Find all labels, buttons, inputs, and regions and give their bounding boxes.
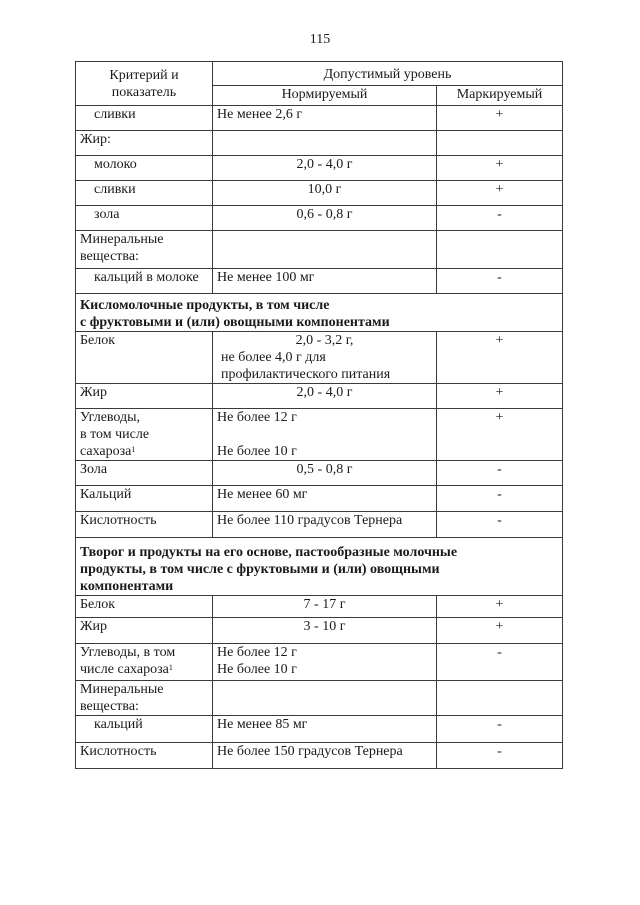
value-line: не более 4,0 г для — [221, 350, 326, 365]
criterion-cell — [76, 409, 213, 461]
criterion-cell: Кислотность — [76, 512, 213, 538]
criterion-cell: сливки — [76, 181, 213, 206]
criterion-cell: кальций в молоке — [76, 269, 213, 294]
section-title-line: Творог и продукты на его основе, пастообразные молочные — [80, 545, 458, 560]
header-allowed-level: Допустимый уровень — [213, 62, 563, 86]
criterion-line: Углеводы, — [80, 410, 141, 425]
mark-cell: + — [437, 106, 563, 131]
table-row — [76, 716, 563, 743]
mark-cell: + — [437, 596, 563, 618]
table-row — [76, 131, 563, 156]
footnote-marker: 1 — [168, 663, 173, 672]
mark-cell: - — [437, 644, 563, 681]
value-cell: Не менее 85 мг — [213, 716, 437, 743]
value-line: Не более 12 г — [217, 645, 297, 660]
mark-cell — [437, 681, 563, 716]
header-criterion: Критерий и показатель — [76, 62, 213, 106]
section-title-line: с фруктовыми и (или) овощными компонентами — [80, 315, 390, 330]
criterion-line: вещества: — [80, 699, 139, 714]
footnote-marker: 1 — [131, 445, 136, 454]
criterion-line: Минеральные — [80, 682, 164, 697]
criterion-cell: Белок — [76, 332, 213, 384]
header-normalized: Нормируемый — [213, 86, 437, 106]
value-cell — [213, 332, 437, 384]
table-row — [76, 461, 563, 486]
mark-cell: - — [437, 206, 563, 231]
table-row — [76, 486, 563, 512]
criterion-cell: Жир — [76, 618, 213, 644]
criterion-cell: зола — [76, 206, 213, 231]
criterion-line — [80, 443, 208, 460]
table-row — [76, 156, 563, 181]
value-cell — [213, 231, 437, 269]
mark-cell: + — [437, 332, 563, 384]
value-cell: Не менее 60 мг — [213, 486, 437, 512]
value-cell: Не более 110 градусов Тернера — [213, 512, 437, 538]
criterion-text: сахароза — [80, 444, 132, 459]
mark-cell — [437, 131, 563, 156]
value-cell: 10,0 г — [213, 181, 437, 206]
value-cell: Не менее 2,6 г — [213, 106, 437, 131]
criterion-line: вещества: — [80, 249, 139, 264]
mark-cell: + — [437, 409, 563, 461]
table-row — [76, 269, 563, 294]
value-line: Не более 10 г — [217, 444, 297, 459]
table-row — [76, 743, 563, 769]
section-title-line: Кисломолочные продукты, в том числе — [80, 298, 330, 313]
value-line: профилактического питания — [221, 367, 391, 382]
value-cell — [213, 409, 437, 461]
mark-cell — [437, 231, 563, 269]
criterion-cell: Зола — [76, 461, 213, 486]
requirements-table — [75, 61, 563, 769]
criterion-cell — [76, 681, 213, 716]
table-row — [76, 596, 563, 618]
mark-cell: + — [437, 181, 563, 206]
table-row — [76, 681, 563, 716]
value-cell: 2,0 - 4,0 г — [213, 384, 437, 409]
table-row — [76, 512, 563, 538]
value-cell: 7 - 17 г — [213, 596, 437, 618]
mark-cell: + — [437, 156, 563, 181]
criterion-cell: молоко — [76, 156, 213, 181]
table-row — [76, 332, 563, 384]
value-cell: Не менее 100 мг — [213, 269, 437, 294]
value-line: Не более 10 г — [217, 662, 297, 677]
mark-cell: - — [437, 743, 563, 769]
criterion-cell: сливки — [76, 106, 213, 131]
value-cell: 3 - 10 г — [213, 618, 437, 644]
criterion-cell: Кальций — [76, 486, 213, 512]
value-cell: Не более 150 градусов Тернера — [213, 743, 437, 769]
section-header-row — [76, 294, 563, 332]
mark-cell: - — [437, 716, 563, 743]
criterion-cell: Жир — [76, 384, 213, 409]
table-row — [76, 106, 563, 131]
table-row — [76, 644, 563, 681]
criterion-line: Углеводы, в том — [80, 645, 176, 660]
criterion-text: числе сахароза — [80, 662, 169, 677]
criterion-line — [80, 661, 208, 678]
criterion-cell — [76, 644, 213, 681]
section-title — [76, 538, 563, 596]
page-number: 115 — [309, 32, 331, 47]
criterion-cell: Жир: — [76, 131, 213, 156]
mark-cell: - — [437, 269, 563, 294]
table-row — [76, 181, 563, 206]
mark-cell: - — [437, 486, 563, 512]
value-line: Не более 12 г — [217, 410, 297, 425]
value-cell — [213, 131, 437, 156]
header-labeled: Маркируемый — [437, 86, 563, 106]
criterion-line: в том числе — [80, 427, 150, 442]
criterion-line: Минеральные — [80, 232, 164, 247]
value-cell: 0,5 - 0,8 г — [213, 461, 437, 486]
mark-cell: - — [437, 461, 563, 486]
mark-cell: - — [437, 512, 563, 538]
criterion-cell: Белок — [76, 596, 213, 618]
criterion-cell: Кислотность — [76, 743, 213, 769]
value-cell — [213, 644, 437, 681]
mark-cell: + — [437, 384, 563, 409]
value-spacer — [217, 426, 432, 443]
table-row — [76, 618, 563, 644]
section-title — [76, 294, 563, 332]
section-title-line: компонентами — [80, 579, 174, 594]
section-title-line: продукты, в том числе с фруктовыми и (или) овощными — [80, 562, 440, 577]
table-row — [76, 231, 563, 269]
value-cell: 0,6 - 0,8 г — [213, 206, 437, 231]
value-cell: 2,0 - 4,0 г — [213, 156, 437, 181]
table-row — [76, 384, 563, 409]
table-row — [76, 409, 563, 461]
section-header-row — [76, 538, 563, 596]
mark-cell: + — [437, 618, 563, 644]
value-line: 2,0 - 3,2 г, — [295, 333, 354, 348]
criterion-cell: кальций — [76, 716, 213, 743]
table-row — [76, 206, 563, 231]
criterion-cell — [76, 231, 213, 269]
value-cell — [213, 681, 437, 716]
